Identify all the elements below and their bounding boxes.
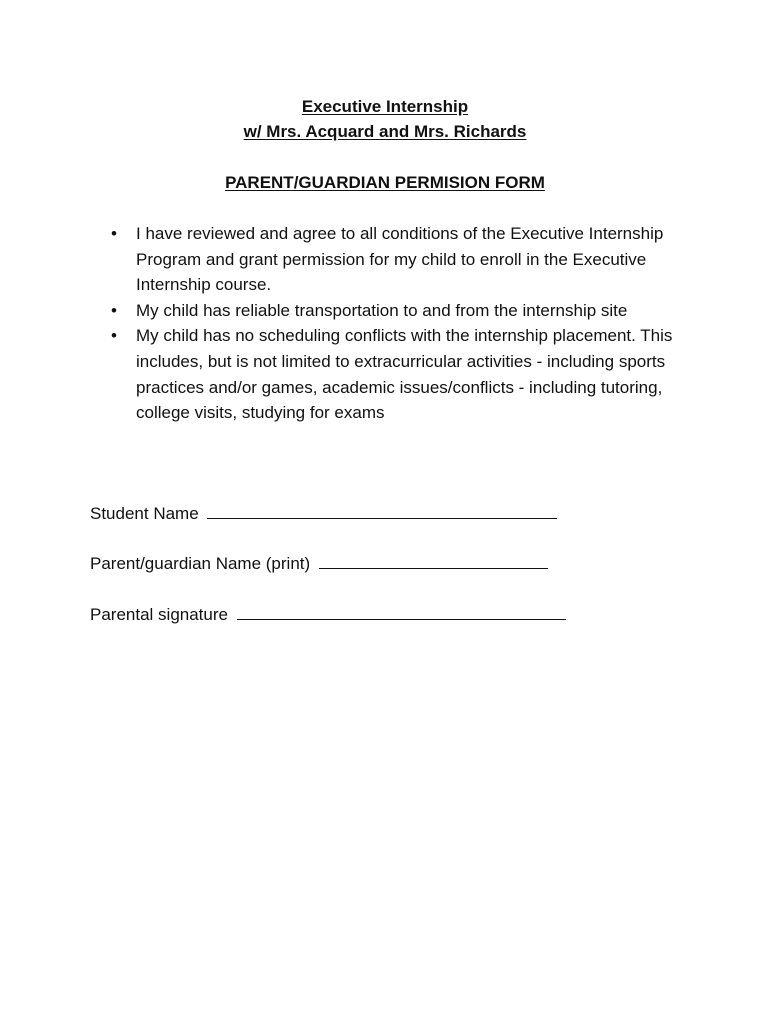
title-line-1: Executive Internship [301, 97, 469, 116]
bullet-icon: • [111, 300, 117, 320]
student-name-row [90, 501, 557, 527]
parent-name-field[interactable] [319, 551, 548, 569]
parent-name-label: Parent/guardian Name (print) [90, 554, 311, 573]
signature-field[interactable] [237, 602, 566, 620]
title-line-2: w/ Mrs. Acquard and Mrs. Richards [243, 122, 527, 141]
list-item [108, 298, 678, 324]
signature-row [90, 602, 566, 628]
bullet-icon: • [111, 224, 117, 243]
conditions-list [108, 221, 678, 426]
list-item [108, 221, 678, 298]
signature-label: Parental signature [90, 605, 228, 624]
document-title [0, 94, 770, 120]
student-name-field[interactable] [207, 501, 557, 519]
bullet-icon: • [111, 326, 117, 346]
document-subtitle [0, 119, 770, 145]
form-title-text: PARENT/GUARDIAN PERMISION FORM [225, 173, 545, 192]
parent-name-row [90, 551, 548, 577]
form-title [0, 170, 770, 196]
list-item [108, 323, 678, 425]
condition-text: I have reviewed and agree to all conditions of the Executive Internship Program and grant permission for my child to enroll in the Executive Internship course. [136, 224, 664, 295]
student-name-label: Student Name [90, 504, 199, 523]
condition-text: My child has no scheduling conflicts with the internship placement. This includes, but is not limited to extracurricular activities - including sports practices and/or games, academic issues/conflicts - including tutoring, college visits, studying for exams [136, 326, 673, 423]
condition-text: My child has reliable transportation to and from the internship site [136, 300, 628, 320]
